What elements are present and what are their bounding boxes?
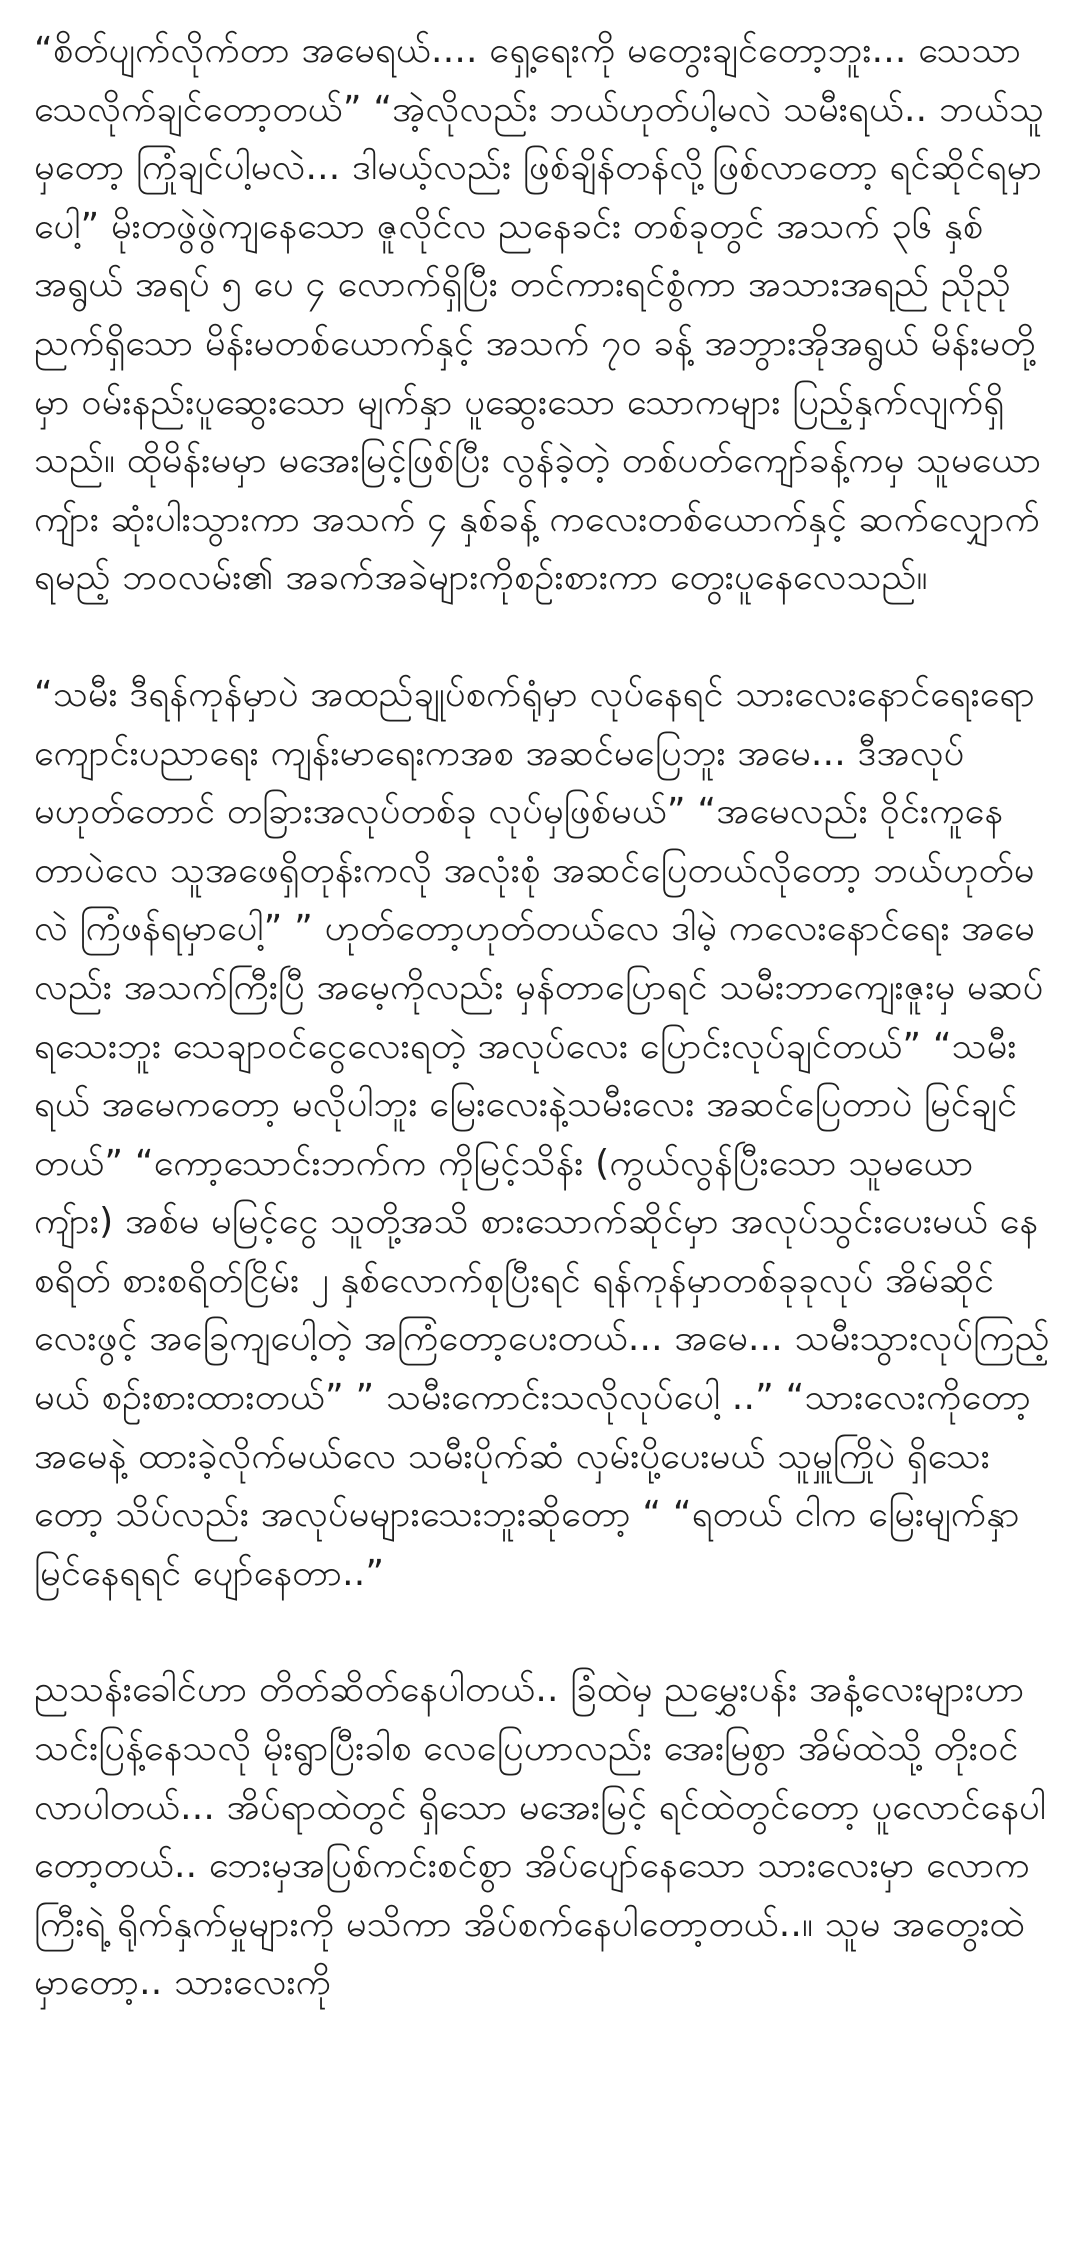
paragraph-2: “သမီး ဒီရန်ကုန်မှာပဲ အထည်ချုပ်စက်ရုံမှာ လုပ်နေရင် သားလေးနောင်ရေးရော ကျောင်းပညာရေး ကျန်းမာရေးကအစ အဆင်မပြေဘူး အမေ... ဒီအလုပ်မဟုတ်တောင် တခြားအလုပ်တစ်ခု လုပ်မှဖြစ်မယ်” “အမေလည်း ဝိုင်းကူနေတာပဲလေ သူအဖေရှိတုန်းကလို အလုံးစုံ အဆင်ပြေတယ်လိုတော့ ဘယ်ဟုတ်မလဲ ကြံဖန်ရမှာပေါ့” ” ဟုတ်တော့ဟုတ်တယ်လေ ဒါမဲ့ ကလေးနောင်ရေး အမေလည်း အသက်ကြီးပြီ အမေ့ကိုလည်း မှန်တာပြောရင် သမီးဘာကျေးဇူးမှ မဆပ်ရသေးဘူး သေချာဝင်ငွေလေးရတဲ့ အလုပ်လေး ပြောင်းလုပ်ချင်တယ်” “သမီးရယ် အမေကတော့ မလိုပါဘူး မြေးလေးနဲ့သမီးလေး အဆင်ပြေတာပဲ မြင်ချင်တယ်” “ကော့သောင်းဘက်က ကိုမြင့်သိန်း (ကွယ်လွန်ပြီးသော သူမယောကျ်ား) အစ်မ မမြင့်ငွေ သူတို့အသိ စားသောက်ဆိုင်မှာ အလုပ်သွင်းပေးမယ် နေစရိတ် စားစရိတ်ငြိမ်း ၂ နှစ်လောက်စုပြီးရင် ရန်ကုန်မှာတစ်ခုခုလုပ် အိမ်ဆိုင်လေးဖွင့် အခြေကျပေါ့တဲ့ အကြံတော့ပေးတယ်... အမေ... သမီးသွားလုပ်ကြည့်မယ် စဉ်းစားထားတယ်” ” သမီးကောင်းသလိုလုပ်ပေါ့ ..” “သားလေးကိုတော့ အမေနဲ့ ထားခဲ့လိုက်မယ်လေ သမီးပိုက်ဆံ လှမ်းပို့ပေးမယ် သူမှူကြိုပဲ ရှိသေးတော့ သိပ်လည်း အလုပ်မများသေးဘူးဆိုတော့ “ “ရတယ် ငါက မြေးမျက်နှာ မြင်နေရရင် ပျော်နေတာ..” (34, 673, 1050, 1594)
paragraph-3: ညသန်းခေါင်ဟာ တိတ်ဆိတ်နေပါတယ်.. ခြံထဲမှ ညမွှေးပန်း အနံ့လေးများဟာ သင်းပြန့်နေသလို မိုးရွာပြီးခါစ လေပြေဟာလည်း အေးမြစွာ အိမ်ထဲသို့ တိုးဝင်လာပါတယ်... အိပ်ရာထဲတွင် ရှိသော မအေးမြင့် ရင်ထဲတွင်တော့ ပူလောင်နေပါတော့တယ်.. ဘေးမှအပြစ်ကင်းစင်စွာ အိပ်ပျော်နေသော သားလေးမှာ လောကကြီးရဲ့ ရိုက်နှက်မှုများကို မသိကာ အိပ်စက်နေပါတော့တယ်..။ သူမ အတွေးထဲမှာတော့.. သားလေးကို (34, 1669, 1047, 2004)
paragraph-1: “စိတ်ပျက်လိုက်တာ အမေရယ်.... ရှေ့ရေးကို မတွေးချင်တော့ဘူး... သေသာ သေလိုက်ချင်တော့တယ်” “အဲ့လိုလည်း ဘယ်ဟုတ်ပါ့မလဲ သမီးရယ်.. ဘယ်သူမှတော့ ကြုံချင်ပါ့မလဲ... ဒါမယ့်လည်း ဖြစ်ချိန်တန်လို့ဖြစ်လာတော့ ရင်ဆိုင်ရမှာပေါ့” မိုးတဖွဲဖွဲကျနေသော ဇူလိုင်လ ညနေခင်း တစ်ခုတွင် အသက် ၃၆ နှစ်အရွယ် အရပ် ၅ ပေ ၄ လောက်ရှိပြီး တင်ကားရင်စွံကာ အသားအရည် ညိုညိုညက်ရှိသော မိန်းမတစ်ယောက်နှင့် အသက် ၇၀ ခန့် အဘွားအိုအရွယ် မိန်းမတို့မှာ ဝမ်းနည်းပူဆွေးသော မျက်နှာ ပူဆွေးသော သောကများ ပြည့်နှက်လျက်ရှိသည်။ ထိုမိန်းမမှာ မအေးမြင့်ဖြစ်ပြီး လွန်ခဲ့တဲ့ တစ်ပတ်ကျော်ခန့်ကမှ သူမယောကျ်ား ဆုံးပါးသွားကာ အသက် ၄ နှစ်ခန့် ကလေးတစ်ယောက်နှင့် ဆက်လျှောက်ရမည့် ဘဝလမ်း၏ အခက်အခဲများကိုစဉ်းစားကာ တွေးပူနေလေသည်။ (34, 30, 1044, 599)
